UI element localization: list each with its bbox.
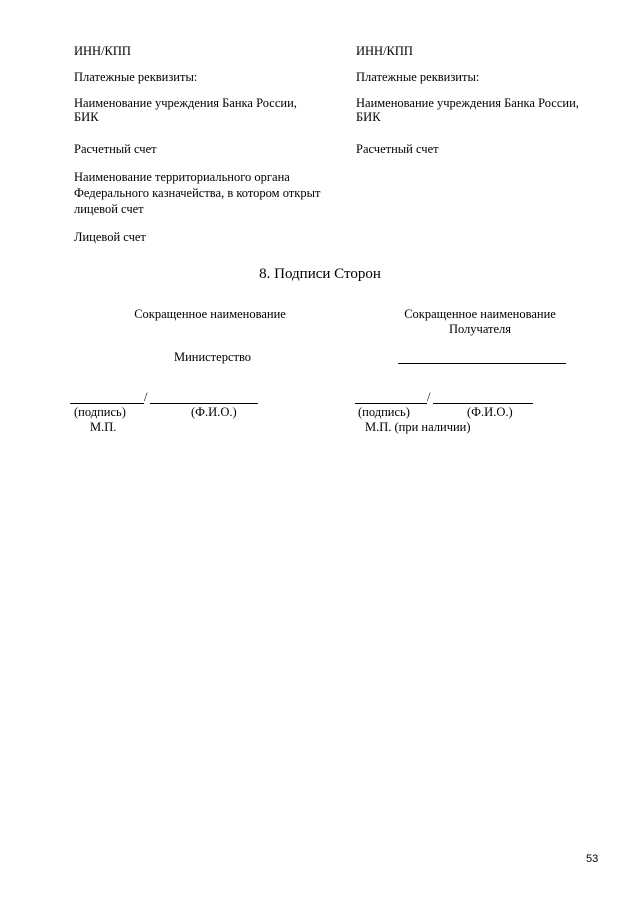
right-fio-line xyxy=(433,403,533,404)
right-settlement-account: Расчетный счет xyxy=(356,142,439,156)
left-bank-name-line1: Наименование учреждения Банка России, xyxy=(74,96,297,110)
left-fio-caption: (Ф.И.О.) xyxy=(191,405,237,419)
right-bank-name-line2: БИК xyxy=(356,110,381,124)
right-fio-caption: (Ф.И.О.) xyxy=(467,405,513,419)
left-signature-separator: / xyxy=(144,390,148,404)
left-inn-kpp: ИНН/КПП xyxy=(74,44,131,58)
left-treasury-line2: Федерального казначейства, в котором открыт xyxy=(74,186,321,200)
left-payment-details: Платежные реквизиты: xyxy=(74,70,198,84)
right-payment-details: Платежные реквизиты: xyxy=(356,70,480,84)
left-treasury-line1: Наименование территориального органа xyxy=(74,170,290,184)
right-short-name-label-line1: Сокращенное наименование xyxy=(404,307,556,321)
left-short-name-label: Сокращенное наименование xyxy=(134,307,286,321)
right-organization-line xyxy=(398,363,566,364)
right-short-name-label-line2: Получателя xyxy=(448,322,512,336)
right-inn-kpp: ИНН/КПП xyxy=(356,44,413,58)
right-signature-line xyxy=(355,403,427,404)
right-signature-separator: / xyxy=(427,390,431,404)
left-organization-name: Министерство xyxy=(173,350,252,364)
right-seal-label: М.П. (при наличии) xyxy=(365,420,471,434)
left-treasury-line3: лицевой счет xyxy=(74,202,144,216)
section-title: 8. Подписи Сторон xyxy=(259,266,381,282)
right-bank-name-line1: Наименование учреждения Банка России, xyxy=(356,96,579,110)
left-signature-line xyxy=(70,403,144,404)
left-signature-caption: (подпись) xyxy=(74,405,126,419)
left-seal-label: М.П. xyxy=(90,420,117,434)
left-settlement-account: Расчетный счет xyxy=(74,142,157,156)
left-personal-account: Лицевой счет xyxy=(74,230,146,244)
page-number: 53 xyxy=(586,853,599,865)
left-fio-line xyxy=(150,403,258,404)
left-bank-name-line2: БИК xyxy=(74,110,99,124)
right-signature-caption: (подпись) xyxy=(358,405,410,419)
